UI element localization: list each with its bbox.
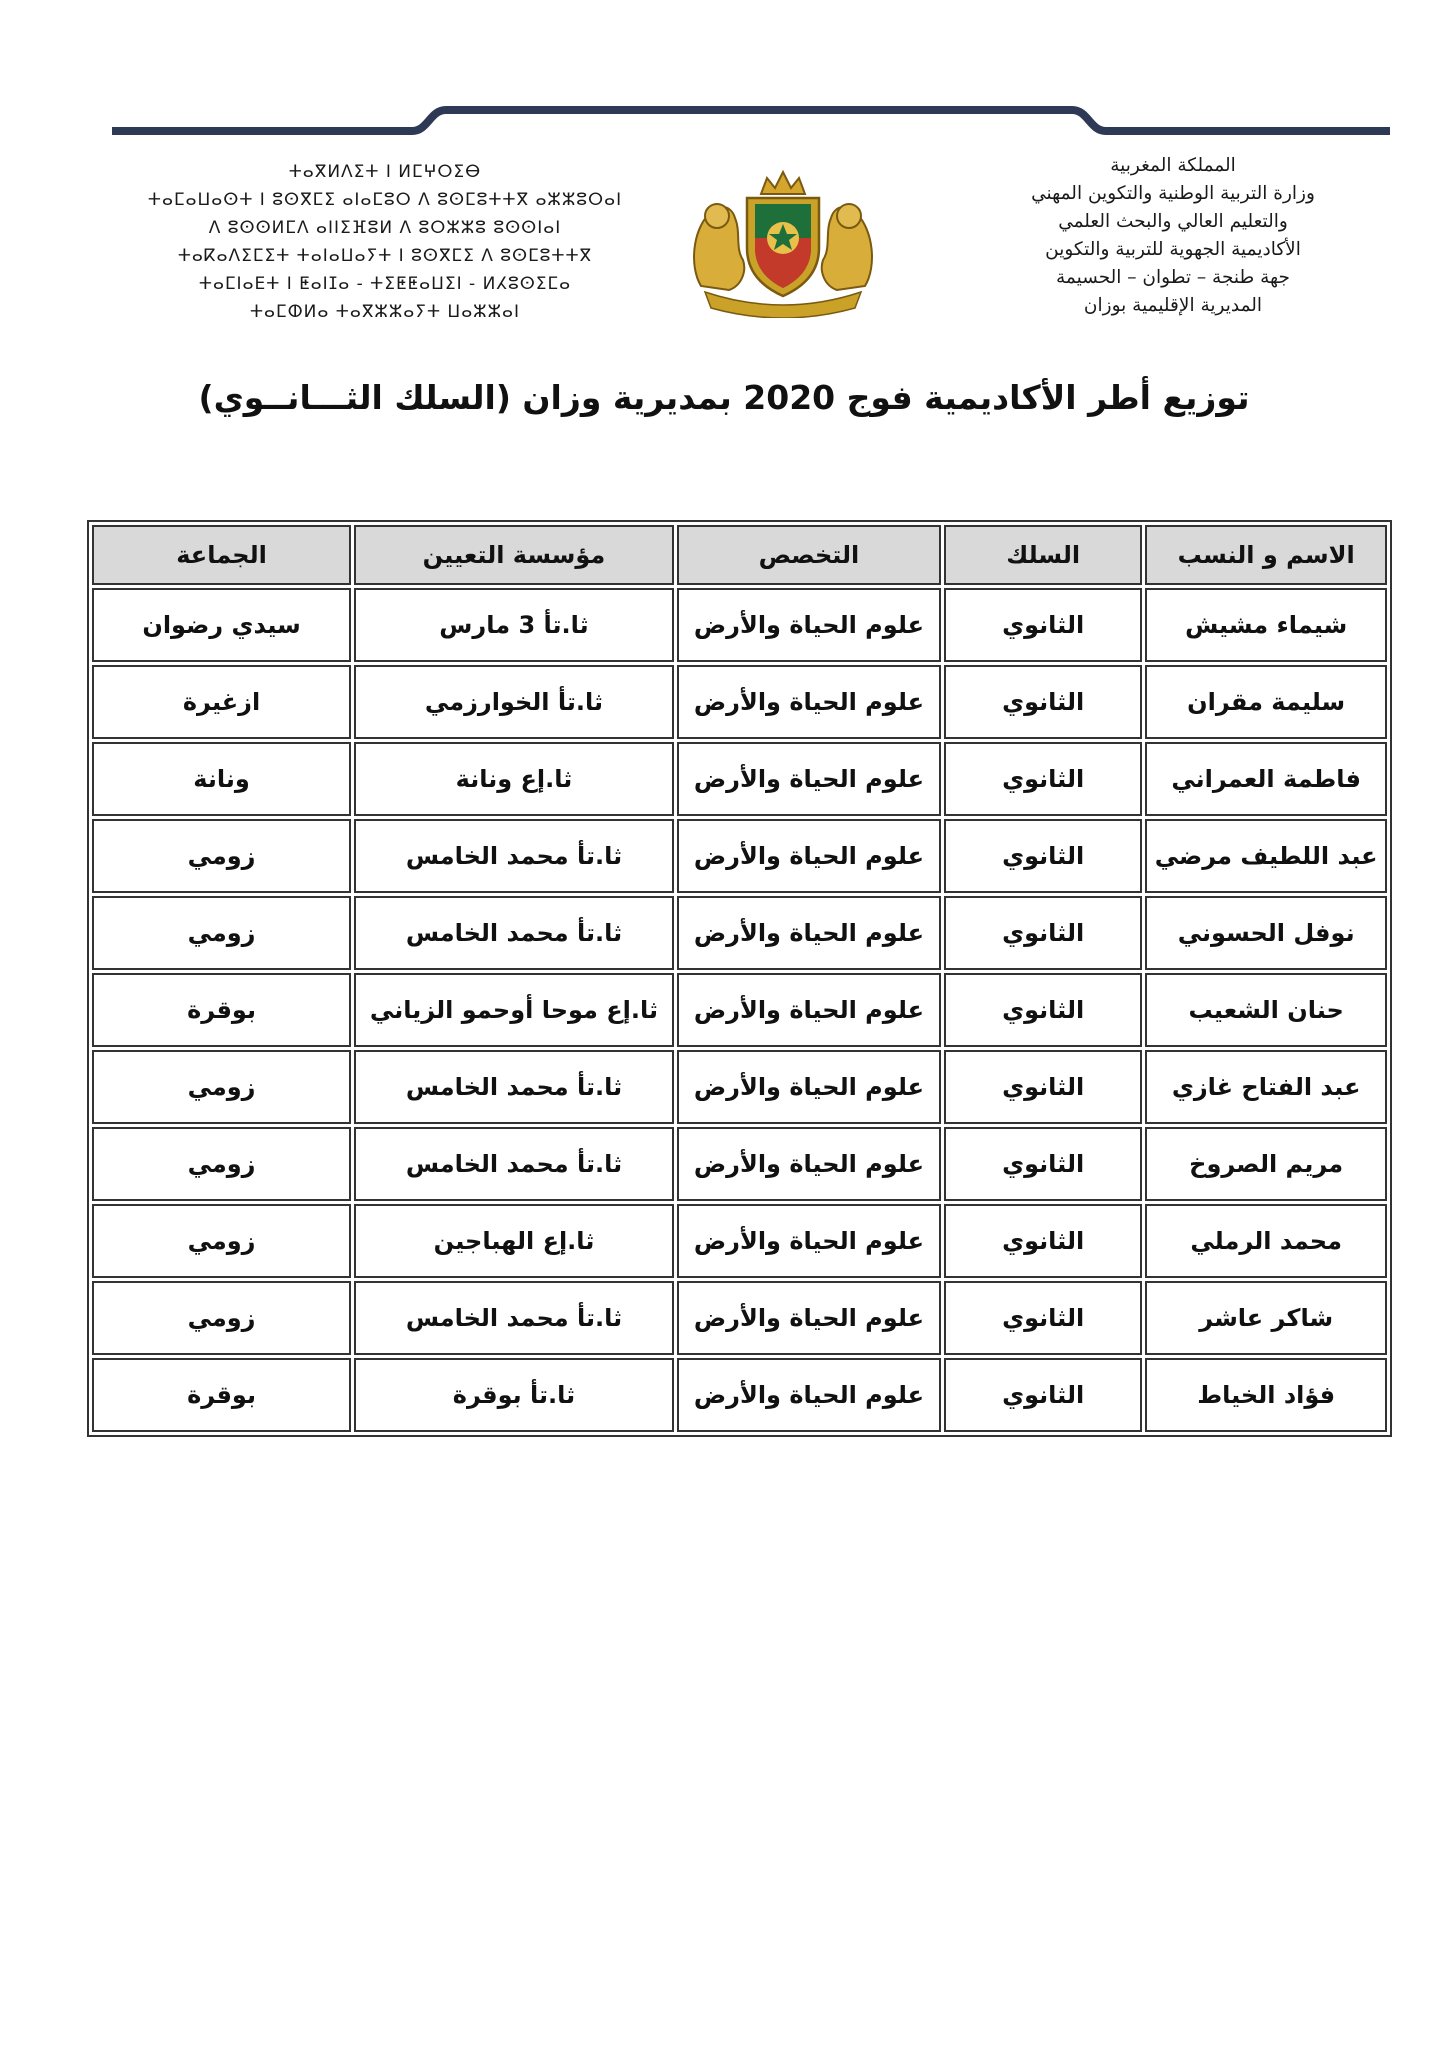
cell-cycle: الثانوي	[944, 588, 1142, 662]
cell-commune: ونانة	[92, 742, 351, 816]
cell-institution: ثا.إع ونانة	[354, 742, 674, 816]
cell-commune: زومي	[92, 819, 351, 893]
cell-commune: بوقرة	[92, 1358, 351, 1432]
cell-name: فؤاد الخياط	[1145, 1358, 1387, 1432]
header-tifinagh-line: ⵜⴰⵎⵀⵍⴰ ⵜⴰⴳⵣⵣⴰⵢⵜ ⵡⴰⵣⵣⴰⵏ	[250, 302, 520, 322]
header-tifinagh-line: ⵜⴰⴽⴰⴷⵉⵎⵉⵜ ⵜⴰⵏⴰⵡⴰⵢⵜ ⵏ ⵓⵙⴳⵎⵉ ⴷ ⵓⵙⵎⵓⵜⵜⴳ	[177, 246, 593, 266]
table-row	[92, 588, 1387, 662]
cell-cycle: الثانوي	[944, 1204, 1142, 1278]
cell-cycle: الثانوي	[944, 896, 1142, 970]
header-rule	[0, 0, 1448, 160]
cell-specialty: علوم الحياة والأرض	[677, 1281, 941, 1355]
cell-name: محمد الرملي	[1145, 1204, 1387, 1278]
cell-specialty: علوم الحياة والأرض	[677, 1204, 941, 1278]
assignment-table	[87, 520, 1392, 1437]
cell-cycle: الثانوي	[944, 819, 1142, 893]
header-arabic	[938, 152, 1408, 320]
cell-specialty: علوم الحياة والأرض	[677, 742, 941, 816]
header-tifinagh-line: ⵜⴰⵎⴰⵡⴰⵙⵜ ⵏ ⵓⵙⴳⵎⵉ ⴰⵏⴰⵎⵓⵔ ⴷ ⵓⵙⵎⵓⵜⵜⴳ ⴰⵣⵣⵓⵔⴰⵏ	[147, 190, 623, 210]
cell-commune: سيدي رضوان	[92, 588, 351, 662]
table-row	[92, 819, 1387, 893]
table-row	[92, 1127, 1387, 1201]
table-row	[92, 1204, 1387, 1278]
cell-cycle: الثانوي	[944, 665, 1142, 739]
cell-specialty: علوم الحياة والأرض	[677, 665, 941, 739]
table-row	[92, 1050, 1387, 1124]
column-header-name: الاسم و النسب	[1145, 525, 1387, 585]
cell-cycle: الثانوي	[944, 742, 1142, 816]
cell-institution: ثا.تأ محمد الخامس	[354, 896, 674, 970]
cell-institution: ثا.إع الهباجين	[354, 1204, 674, 1278]
cell-name: فاطمة العمراني	[1145, 742, 1387, 816]
header-arabic-line: المملكة المغربية	[1110, 155, 1236, 176]
cell-commune: زومي	[92, 1204, 351, 1278]
cell-commune: ازغيرة	[92, 665, 351, 739]
cell-institution: ثا.إع موحا أوحمو الزياني	[354, 973, 674, 1047]
table-row	[92, 665, 1387, 739]
cell-cycle: الثانوي	[944, 973, 1142, 1047]
cell-commune: زومي	[92, 1127, 351, 1201]
cell-specialty: علوم الحياة والأرض	[677, 819, 941, 893]
cell-institution: ثا.تأ الخوارزمي	[354, 665, 674, 739]
cell-name: شاكر عاشر	[1145, 1281, 1387, 1355]
column-header-commune: الجماعة	[92, 525, 351, 585]
table-header-row	[92, 525, 1387, 585]
header-tifinagh-line: ⵜⴰⴳⵍⴷⵉⵜ ⵏ ⵍⵎⵖⵔⵉⴱ	[288, 162, 482, 182]
cell-specialty: علوم الحياة والأرض	[677, 973, 941, 1047]
cell-name: عبد اللطيف مرضي	[1145, 819, 1387, 893]
cell-commune: زومي	[92, 1050, 351, 1124]
page-title: توزيع أطر الأكاديمية فوج 2020 بمديرية وزان (السلك الثـــانــوي)	[198, 378, 1250, 417]
cell-commune: زومي	[92, 1281, 351, 1355]
header-tifinagh-line: ⵜⴰⵎⵏⴰⴹⵜ ⵏ ⵟⴰⵏⵊⴰ - ⵜⵉⵟⵟⴰⵡⵉⵏ - ⵍⵃⵓⵙⵉⵎⴰ	[198, 274, 572, 294]
header-arabic-line: والتعليم العالي والبحث العلمي	[1058, 211, 1288, 232]
cell-institution: ثا.تأ بوقرة	[354, 1358, 674, 1432]
table-row	[92, 973, 1387, 1047]
cell-cycle: الثانوي	[944, 1358, 1142, 1432]
table-row	[92, 1358, 1387, 1432]
cell-cycle: الثانوي	[944, 1281, 1142, 1355]
cell-name: سليمة مقران	[1145, 665, 1387, 739]
cell-specialty: علوم الحياة والأرض	[677, 1127, 941, 1201]
cell-institution: ثا.تأ محمد الخامس	[354, 1281, 674, 1355]
cell-name: نوفل الحسوني	[1145, 896, 1387, 970]
royal-coat-of-arms-icon	[683, 168, 883, 318]
header-tifinagh	[105, 158, 665, 326]
column-header-institution: مؤسسة التعيين	[354, 525, 674, 585]
cell-name: شيماء مشيش	[1145, 588, 1387, 662]
header-arabic-line: جهة طنجة – تطوان – الحسيمة	[1056, 267, 1290, 288]
table-row	[92, 742, 1387, 816]
cell-specialty: علوم الحياة والأرض	[677, 896, 941, 970]
cell-institution: ثا.تأ محمد الخامس	[354, 1050, 674, 1124]
header-arabic-line: الأكاديمية الجهوية للتربية والتكوين	[1045, 239, 1301, 260]
table-row	[92, 1281, 1387, 1355]
cell-specialty: علوم الحياة والأرض	[677, 1358, 941, 1432]
cell-name: عبد الفتاح غازي	[1145, 1050, 1387, 1124]
cell-commune: بوقرة	[92, 973, 351, 1047]
cell-name: مريم الصروخ	[1145, 1127, 1387, 1201]
cell-name: حنان الشعيب	[1145, 973, 1387, 1047]
header-arabic-line: وزارة التربية الوطنية والتكوين المهني	[1031, 183, 1315, 204]
header-arabic-line: المديرية الإقليمية بوزان	[1083, 295, 1263, 316]
cell-commune: زومي	[92, 896, 351, 970]
cell-specialty: علوم الحياة والأرض	[677, 1050, 941, 1124]
header-tifinagh-line: ⴷ ⵓⵙⵙⵍⵎⴷ ⴰⵏⵏⵉⴼⵓⵍ ⴷ ⵓⵔⵣⵣⵓ ⵓⵙⵙⵏⴰⵏ	[208, 218, 562, 238]
table-row	[92, 896, 1387, 970]
cell-institution: ثا.تأ 3 مارس	[354, 588, 674, 662]
cell-specialty: علوم الحياة والأرض	[677, 588, 941, 662]
cell-institution: ثا.تأ محمد الخامس	[354, 819, 674, 893]
column-header-specialty: التخصص	[677, 525, 941, 585]
column-header-cycle: السلك	[944, 525, 1142, 585]
cell-institution: ثا.تأ محمد الخامس	[354, 1127, 674, 1201]
cell-cycle: الثانوي	[944, 1050, 1142, 1124]
cell-cycle: الثانوي	[944, 1127, 1142, 1201]
